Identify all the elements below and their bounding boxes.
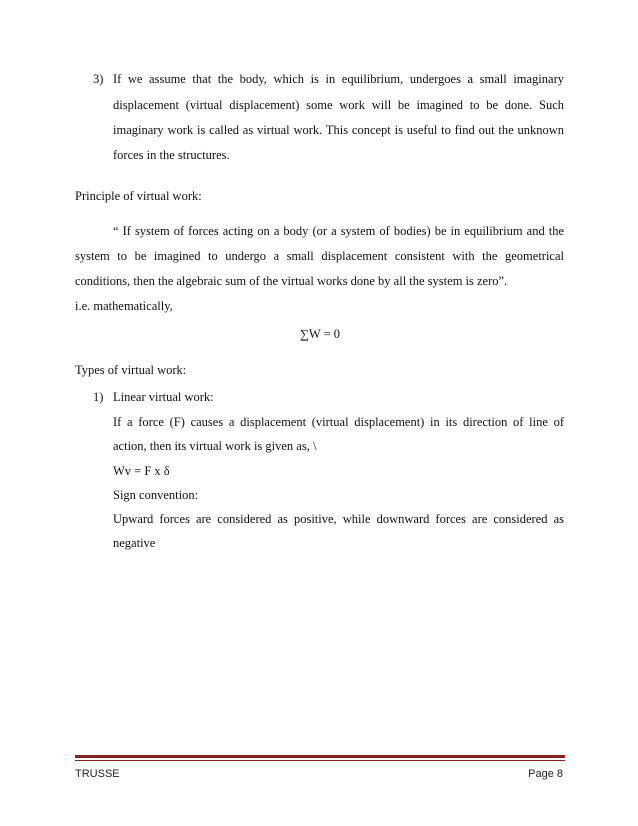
item1-line-1: If a force (F) causes a displacement (virtual displacement) in its direction of line of — [113, 415, 564, 429]
sign-line-2: negative — [113, 536, 156, 550]
footer-rule-thin — [75, 760, 565, 761]
item1-line-2: action, then its virtual work is given as, \ — [113, 439, 317, 453]
item3-line-4: forces in the structures. — [113, 148, 230, 162]
sign-heading: Sign convention: — [113, 488, 199, 502]
item1-title: Linear virtual work: — [113, 390, 214, 404]
principle-line-3: conditions, then the algebraic sum of the virtual works done by all the system is zero”. — [75, 274, 508, 288]
equation: ∑W = 0 — [300, 327, 341, 341]
ie-text: i.e. mathematically, — [75, 299, 173, 313]
principle-heading: Principle of virtual work: — [75, 189, 202, 203]
page-number: Page 8 — [528, 768, 563, 780]
principle-line-1: “ If system of forces acting on a body (or a system of bodies) be in equilibrium and the — [113, 224, 564, 238]
item3-line-1: If we assume that the body, which is in equilibrium, undergoes a small imaginary — [113, 72, 564, 86]
types-heading: Types of virtual work: — [75, 363, 187, 377]
formula: Wv = F x δ — [113, 464, 170, 478]
item3-line-3: imaginary work is called as virtual work. This concept is useful to find out the unknown — [113, 123, 564, 137]
footer-rule-thick — [75, 755, 565, 758]
list-number-3: 3) — [93, 72, 104, 86]
item3-line-2: displacement (virtual displacement) some work will be imagined to be done. Such — [113, 98, 564, 112]
principle-line-2: system to be imagined to undergo a small displacement consistent with the geometrical — [75, 249, 564, 263]
footer-title: TRUSSE — [75, 768, 120, 780]
list-number-1: 1) — [93, 390, 104, 404]
sign-line-1: Upward forces are considered as positive, while downward forces are considered as — [113, 512, 564, 526]
